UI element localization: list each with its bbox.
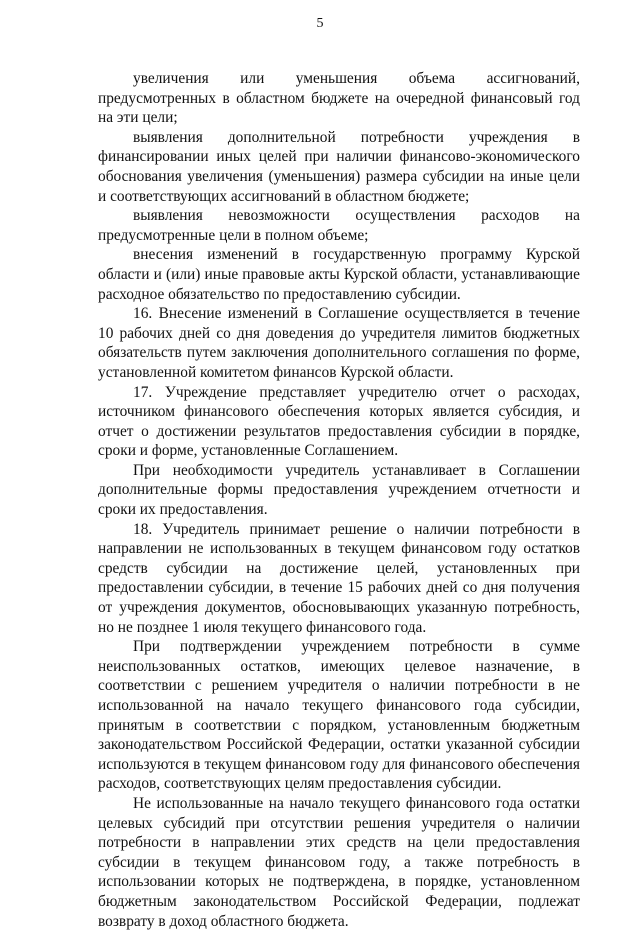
document-body (98, 69, 580, 931)
paragraph-condition-allocations: увеличения или уменьшения объема ассигнований, предусмотренных в областном бюджете на очередной финансовый год на эти цели; (98, 70, 580, 127)
paragraph-condition-program-changes: внесения изменений в государственную программу Курской области и (или) иные правовые акты Курской области, устанавливающие расходное обязательство по предоставлению субсидии. (98, 246, 580, 303)
paragraph-unused-balances: Не использованные на начало текущего финансового года остатки целевых субсидий при отсутствии решения учредителя о наличии потребности в направлении этих средств на цели предоставления субсидии в текущем финансовом году, а также потребность в использовании которых не подтверждена, в порядке, установленном бюджетным законодательством Российской Федерации, подлежат возврату в доход областного бюджета. (98, 794, 580, 930)
paragraph-clause-17: 17. Учреждение представляет учредителю отчет о расходах, источником финансового обеспечения которых является субсидия, и отчет о достижении результатов предоставления субсидии в порядке, сроки и форме, установленные Соглашением. (98, 383, 580, 460)
paragraph-condition-additional-need: выявления дополнительной потребности учреждения в финансировании иных целей при наличии финансово-экономического обоснования увеличения (уменьшения) размера субсидии на иные цели и соответствующих ассигнований в областном бюджете; (98, 128, 580, 205)
paragraph-clause-18: 18. Учредитель принимает решение о наличии потребности в направлении не использованных в текущем финансовом году остатков средств субсидии на достижение целей, установленных при предоставлении субсидии, в течение 15 рабочих дней со дня получения от учреждения документов, обосновывающих указанную потребность, но не позднее 1 июля текущего финансового года. (98, 520, 580, 636)
page-number: 5 (316, 16, 324, 31)
paragraph-confirmed-need: При подтверждении учреждением потребности в сумме неиспользованных остатков, имеющих целевое назначение, в соответствии с решением учредителя о наличии потребности в не использованной на начало текущего финансового года субсидии, принятым в соответствии с порядком, установленным бюджетным законодательством Российской Федерации, остатки указанной субсидии используются в текущем финансовом году для финансового обеспечения расходов, соответствующих целям предоставления субсидии. (98, 638, 580, 793)
paragraph-additional-reporting: При необходимости учредитель устанавливает в Соглашении дополнительные формы предоставления учреждением отчетности и сроки их предоставления. (98, 461, 580, 519)
paragraph-condition-impossibility: выявления невозможности осуществления расходов на предусмотренные цели в полном объеме; (98, 207, 580, 244)
paragraph-clause-16: 16. Внесение изменений в Соглашение осуществляется в течение 10 рабочих дней со дня доведения до учредителя лимитов бюджетных обязательств путем заключения дополнительного соглашения по форме, установленной комитетом финансов Курской области. (98, 305, 580, 381)
